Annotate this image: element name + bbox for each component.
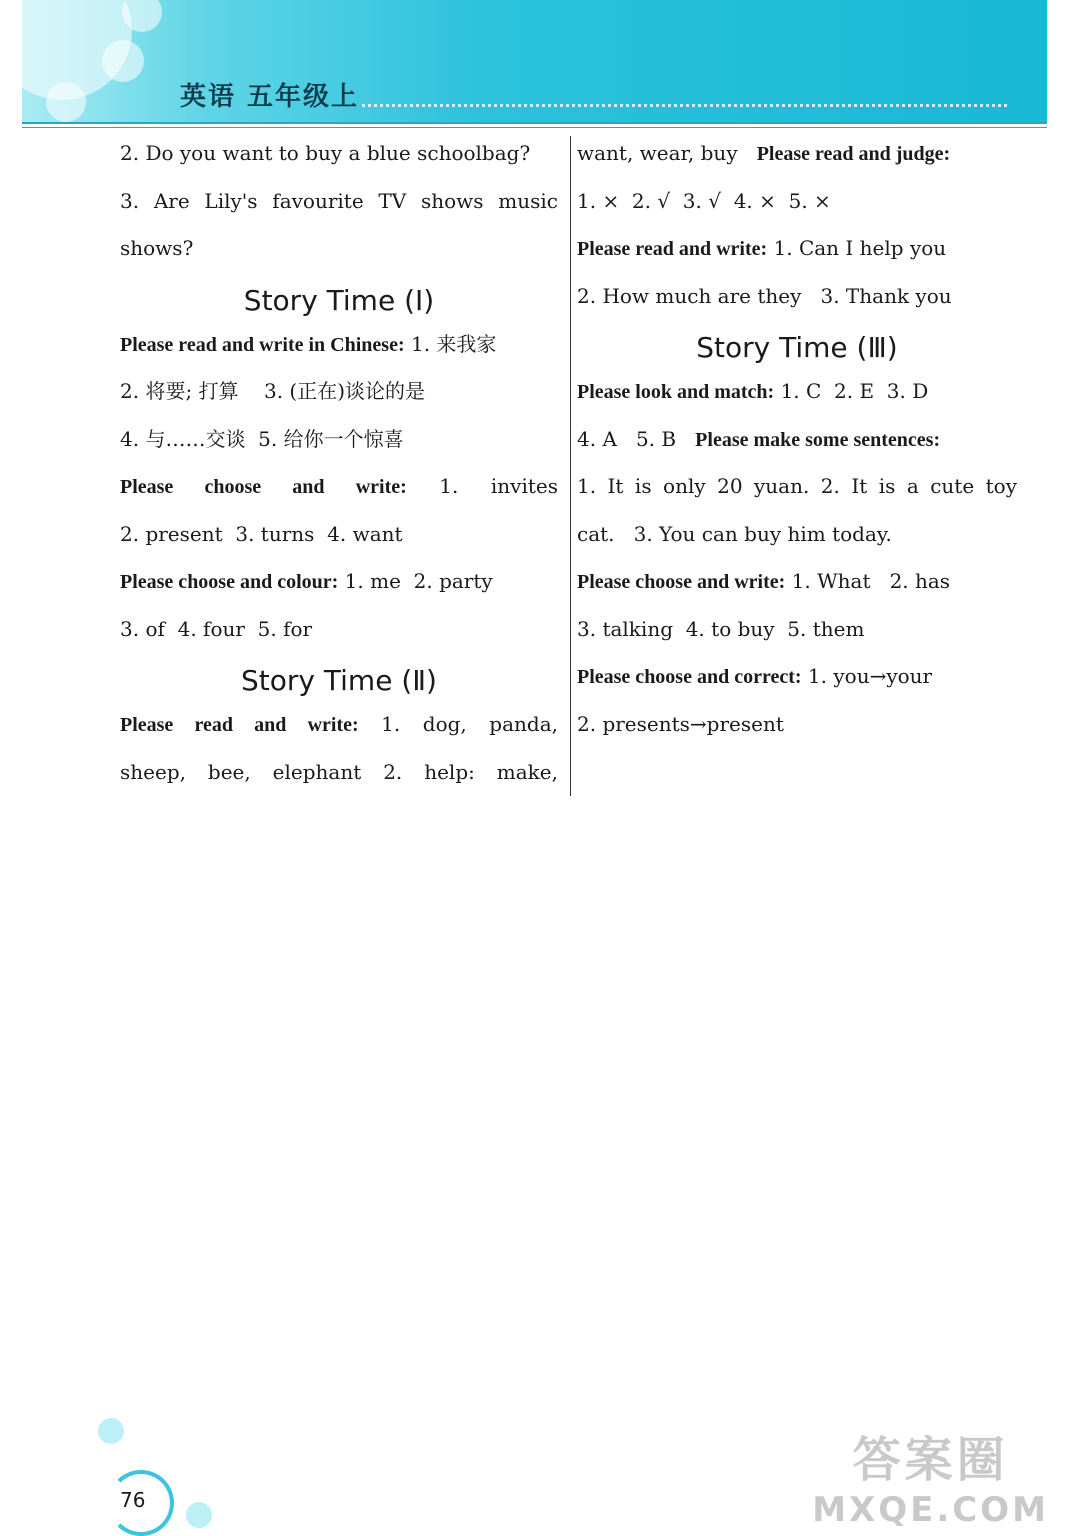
exercise-label: Please read and judge: bbox=[756, 143, 951, 165]
section-heading: Story Time (Ⅰ) bbox=[243, 283, 435, 317]
answer-line bbox=[577, 471, 1017, 519]
answer-text: 2. How much are they 3. Thank you bbox=[577, 283, 952, 308]
answer-text: 1. C 2. E 3. D bbox=[774, 379, 929, 403]
answer-line bbox=[577, 709, 1017, 757]
answer-line bbox=[120, 138, 558, 186]
answer-line bbox=[120, 566, 558, 614]
decor-circle bbox=[98, 1418, 124, 1444]
exercise-label: Please choose and write: bbox=[577, 571, 786, 593]
answer-line bbox=[120, 757, 558, 805]
answer-text: sheep, bee, elephant 2. help: make, bbox=[120, 759, 558, 784]
answer-text: 4. 与……交谈 5. 给你一个惊喜 bbox=[120, 426, 404, 451]
column-divider bbox=[570, 136, 571, 796]
answer-line bbox=[120, 709, 558, 757]
exercise-label: Please look and match: bbox=[577, 381, 775, 403]
answer-text: 1. What 2. has bbox=[785, 569, 951, 593]
answer-line bbox=[577, 519, 1017, 567]
answer-text: 1. dog, panda, bbox=[358, 712, 558, 736]
watermark-bottom: MXQE.COM bbox=[812, 1490, 1049, 1530]
answer-text: 1. you→your bbox=[801, 664, 933, 688]
answer-line bbox=[577, 614, 1017, 662]
answer-line bbox=[120, 233, 558, 281]
answer-line bbox=[120, 329, 558, 377]
answer-line bbox=[577, 233, 1017, 281]
answer-line bbox=[577, 424, 1017, 472]
exercise-label: Please read and write: bbox=[577, 238, 768, 260]
right-column bbox=[577, 138, 1017, 756]
decor-circle bbox=[186, 1502, 212, 1528]
answer-line bbox=[120, 471, 558, 519]
answer-line bbox=[577, 566, 1017, 614]
answer-text: 3. Are Lily's favourite TV shows music bbox=[120, 188, 558, 213]
answer-text: 3. of 4. four 5. for bbox=[120, 616, 313, 641]
answer-line bbox=[120, 614, 558, 662]
answer-text: 1. × 2. √ 3. √ 4. × 5. × bbox=[577, 188, 831, 213]
answer-line bbox=[120, 376, 558, 424]
exercise-label: Please read and write in Chinese: bbox=[120, 333, 405, 356]
exercise-label: Please choose and correct: bbox=[577, 666, 802, 688]
exercise-label: Please choose and write: bbox=[120, 476, 407, 498]
header-dotted-line bbox=[362, 104, 1007, 107]
page-title: 英语 五年级上 bbox=[180, 82, 360, 112]
section-heading: Story Time (Ⅲ) bbox=[696, 331, 898, 364]
left-column bbox=[120, 138, 558, 804]
answer-line bbox=[577, 281, 1017, 329]
answer-text: 3. talking 4. to buy 5. them bbox=[577, 616, 865, 641]
decor-bubble bbox=[122, 0, 162, 32]
answer-text: 1. It is only 20 yuan. 2. It is a cute toy bbox=[577, 474, 1017, 498]
answer-line bbox=[120, 519, 558, 567]
answer-text: 4. A 5. B bbox=[577, 426, 696, 451]
exercise-label: Please choose and colour: bbox=[120, 571, 339, 593]
answer-line bbox=[577, 138, 1017, 186]
answer-line bbox=[577, 186, 1017, 234]
decor-bubble bbox=[102, 40, 144, 82]
answer-text: 2. 将要; 打算 3. (正在)谈论的是 bbox=[120, 379, 426, 403]
decor-bubble bbox=[46, 82, 86, 122]
answer-line bbox=[120, 186, 558, 234]
answer-line bbox=[577, 661, 1017, 709]
answer-text: 1. invites bbox=[406, 474, 559, 498]
watermark bbox=[812, 1421, 1049, 1530]
answer-text: 1. Can I help you bbox=[767, 236, 947, 260]
header-rule bbox=[22, 122, 1047, 124]
answer-text: shows? bbox=[120, 236, 194, 260]
answer-text: 1. 来我家 bbox=[404, 331, 497, 356]
header-rule-thin bbox=[22, 127, 1047, 128]
exercise-label: Please read and write: bbox=[120, 714, 359, 736]
answer-text: cat. 3. You can buy him today. bbox=[577, 521, 892, 546]
section-heading: Story Time (Ⅱ) bbox=[241, 664, 437, 697]
answer-text: 1. me 2. party bbox=[338, 569, 493, 593]
answer-text: 2. present 3. turns 4. want bbox=[120, 521, 403, 546]
page-header bbox=[22, 0, 1047, 122]
watermark-top: 答案圈 bbox=[852, 1432, 1009, 1488]
answer-text: 2. Do you want to buy a blue schoolbag? bbox=[120, 141, 531, 165]
exercise-label: Please make some sentences: bbox=[695, 428, 941, 451]
answer-line bbox=[120, 424, 558, 472]
answer-line bbox=[577, 376, 1017, 424]
answer-text: want, wear, buy bbox=[577, 141, 757, 165]
page-number: 76 bbox=[120, 1488, 146, 1512]
answer-text: 2. presents→present bbox=[577, 711, 784, 736]
